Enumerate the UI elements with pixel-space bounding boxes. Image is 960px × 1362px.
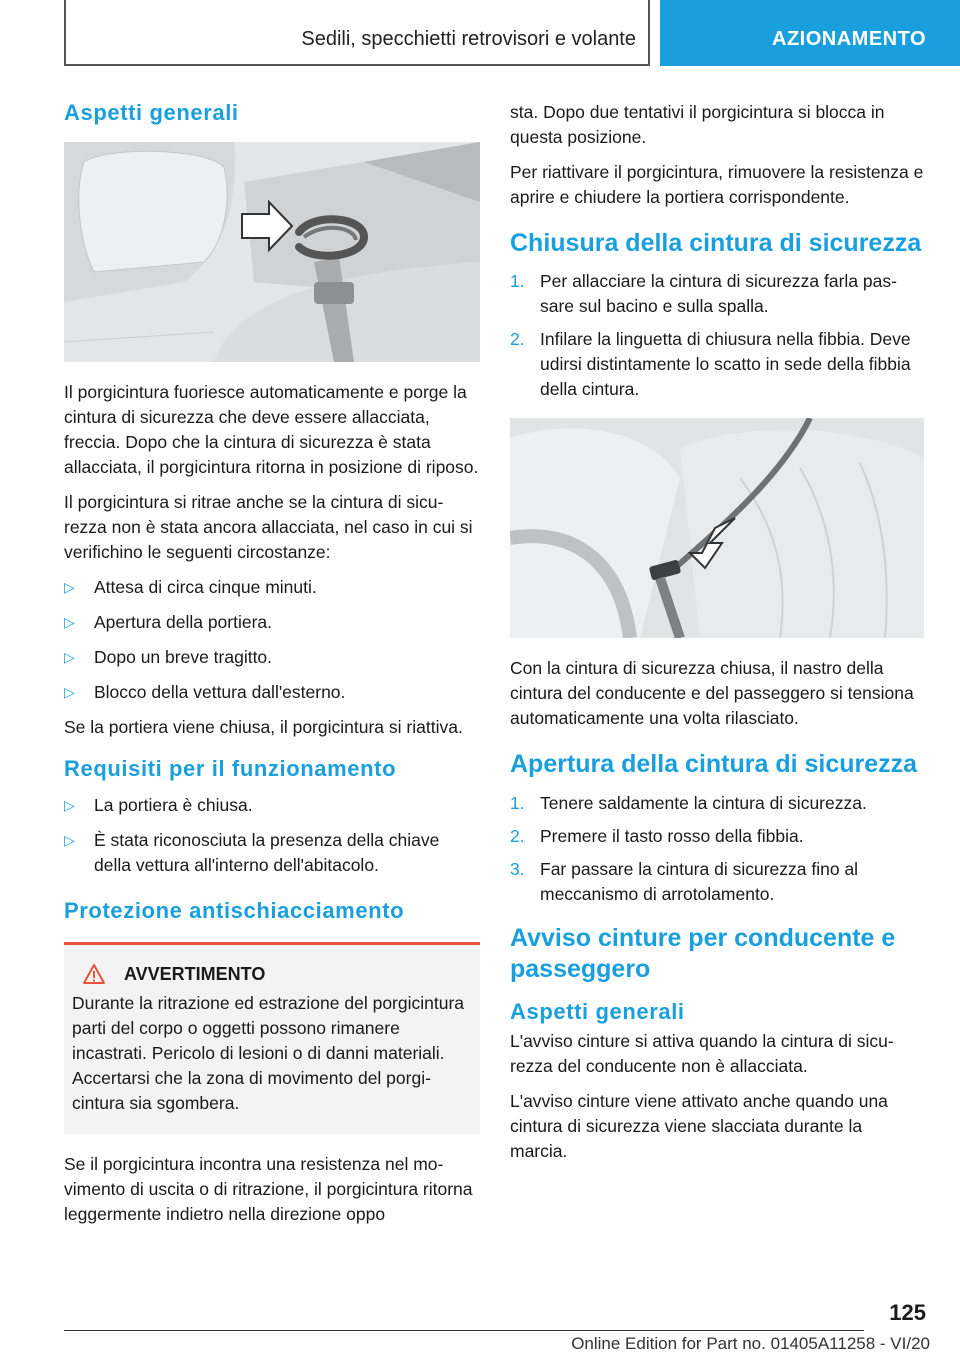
section-title: Sedili, specchietti retrovisori e volante [301, 28, 636, 50]
paragraph-reminder-2: L'avviso cinture viene attivato anche quando una cintura di sicurezza viene slacciata durante la marcia. [510, 1091, 888, 1162]
belt-presenter-drawing [64, 142, 480, 362]
left-column [64, 100, 480, 1237]
list-item: ▷ È stata riconosciuta la presenza della chiave della vettura all'interno dell'abitacolo. [64, 829, 440, 875]
footer-rule [64, 1330, 864, 1331]
warning-title: AVVERTIMENTO [72, 963, 470, 985]
header-bottom-rule [64, 64, 648, 66]
list-item: 3. Far passare la cintura di sicurezza fino al meccanismo di arrotolamento. [510, 858, 859, 904]
footer-edition: Online Edition for Part no. 01405A11258 - VI/20 [571, 1334, 930, 1353]
fasten-steps [510, 269, 924, 402]
heading-protection: Protezione antischiacciamento [64, 897, 405, 923]
open-steps [510, 791, 924, 907]
triangle-bullet-icon: ▷ [64, 614, 75, 631]
warning-text: Durante la ritrazione ed estrazione del porgicintura parti del corpo o oggetti possono rimanere incastrati. Pericolo di lesioni o di danni materiali. Accertarsi che la zona di movimento del porgicintura sia sgombera. [72, 993, 465, 1114]
buckle-illustration [510, 418, 924, 638]
chapter-tab[interactable]: AZIONAMENTO [660, 0, 960, 66]
belt-presenter-illustration [64, 142, 480, 362]
triangle-bullet-icon: ▷ [64, 796, 75, 813]
heading-general: Aspetti generali [64, 100, 239, 125]
list-item: ▷ Attesa di circa cinque minuti. [64, 575, 480, 600]
warning-box [64, 942, 480, 1134]
heading-open-belt: Apertura della cintura di sicurezza [510, 750, 918, 779]
list-item: ▷ La portiera è chiusa. [64, 793, 480, 818]
triangle-bullet-icon: ▷ [64, 684, 75, 701]
paragraph-reset: Per riattivare il porgicintura, rimuovere la resistenza e aprire e chiudere la portiera corrispondente. [510, 162, 924, 207]
paragraph-reactivate: Se la portiera viene chiusa, il porgicintura si riattiva. [64, 717, 463, 738]
list-item: 2. Infilare la linguetta di chiusura nella fibbia. Deve udirsi distintamente lo scatto in sede della fibbia della cintura. [510, 329, 911, 400]
buckle-drawing [510, 418, 924, 638]
list-item: ▷ Blocco della vettura dall'esterno. [64, 680, 480, 705]
paragraph-resistance: Se il porgicintura incontra una resistenza nel movimento di uscita o di ritrazione, il porgicintura ritorna leggermente indietro nella direzione oppo [64, 1154, 473, 1225]
heading-belt-reminder: Avviso cinture per conducente e passeggero [510, 923, 896, 983]
triangle-bullet-icon: ▷ [64, 649, 75, 666]
right-column [510, 100, 924, 1174]
list-item: 1. Tenere saldamente la cintura di sicurezza. [510, 792, 867, 813]
triangle-bullet-icon: ▷ [64, 831, 75, 848]
heading-general-2: Aspetti generali [510, 999, 685, 1024]
heading-fasten-belt: Chiusura della cintura di sicurezza [510, 229, 922, 257]
page-number: 125 [889, 1300, 926, 1325]
paragraph-presenter-intro: Il porgicintura fuoriesce automaticamente e porge la cintura di sicurezza che deve essere allacciata, freccia. Dopo che la cintura di sicurezza è stata allacciata, il porgicintura ritorna in posizione di riposo. [64, 382, 479, 478]
triangle-bullet-icon: ▷ [64, 579, 75, 596]
warning-triangle-icon [82, 963, 106, 985]
paragraph-continuation: sta. Dopo due tentativi il porgicintura si blocca in questa posizione. [510, 102, 885, 147]
retract-conditions-list [64, 575, 480, 705]
list-item: 1. Per allacciare la cintura di sicurezza farla passare sul bacino e sulla spalla. [510, 271, 897, 317]
list-item: 2. Premere il tasto rosso della fibbia. [510, 825, 804, 846]
requirements-list [64, 793, 480, 878]
heading-requirements: Requisiti per il funzionamento [64, 756, 397, 782]
list-item: ▷ Dopo un breve tragitto. [64, 645, 480, 670]
paragraph-presenter-retract: Il porgicintura si ritrae anche se la cintura di sicurezza non è stata ancora allacciata, nel caso in cui si verifichino le seguenti circostanze: [64, 492, 473, 563]
paragraph-tension: Con la cintura di sicurezza chiusa, il nastro della cintura del conducente e del passeggero si tensiona automaticamente una volta rilasciato. [510, 658, 914, 729]
paragraph-reminder-1: L'avviso cinture si attiva quando la cintura di sicurezza del conducente non è allacciata. [510, 1031, 894, 1077]
header-separator [648, 0, 650, 66]
list-item: ▷ Apertura della portiera. [64, 610, 480, 635]
